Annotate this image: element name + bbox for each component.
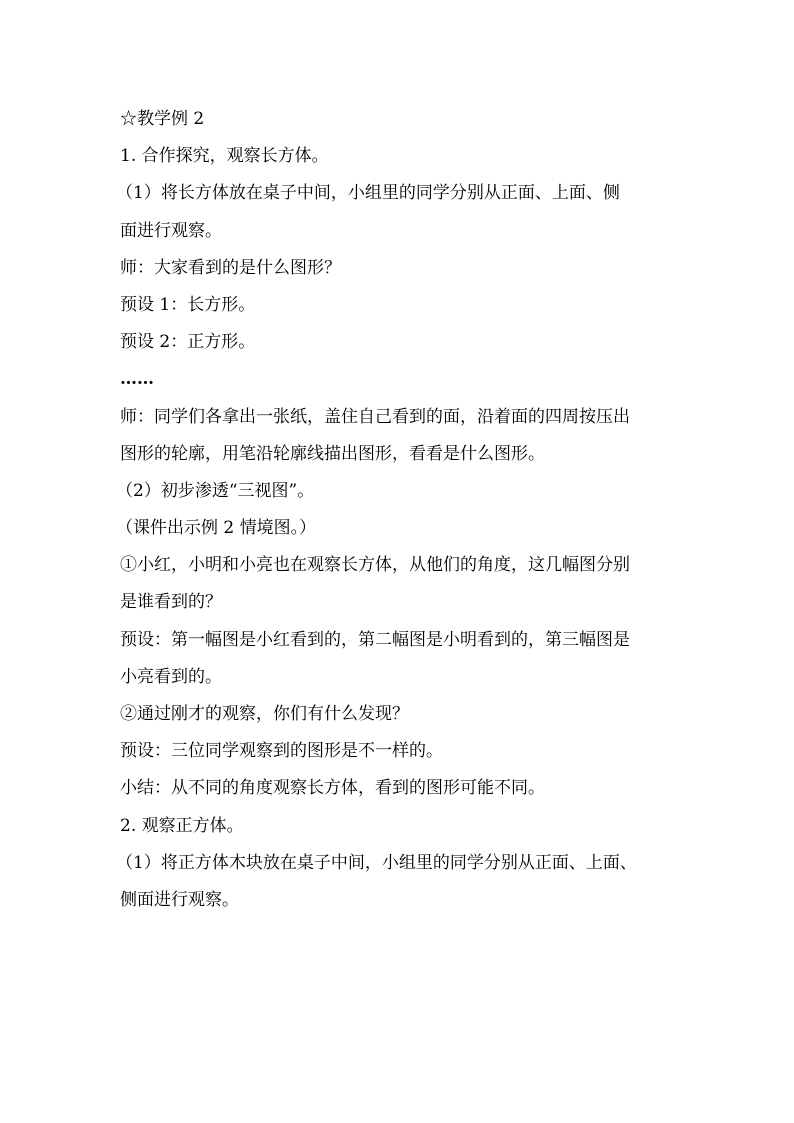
teacher-instruction: 师：同学们各拿出一张纸，盖住自己看到的面，沿着面的四周按压出 [120, 406, 630, 427]
expected-answer: 预设：三位同学观察到的图形是不一样的。 [120, 741, 443, 762]
summary-line: 小结：从不同的角度观察长方体，看到的图形可能不同。 [120, 778, 545, 799]
sub-step-heading: （2）初步渗透“三视图”。 [116, 480, 315, 501]
paragraph-line: 图形的轮廓，用笔沿轮廓线描出图形，看看是什么图形。 [120, 443, 545, 464]
step-heading: 1. 合作探究，观察长方体。 [120, 146, 329, 167]
paragraph-line: 小亮看到的。 [120, 666, 222, 687]
step-heading: 2. 观察正方体。 [120, 815, 244, 836]
expected-answer: 预设 2：正方形。 [120, 332, 256, 353]
question-line: ①小红，小明和小亮也在观察长方体，从他们的角度，这几幅图分别 [120, 555, 630, 576]
expected-answer: 预设 1：长方形。 [120, 294, 256, 315]
paragraph-line: 是谁看到的？ [120, 592, 222, 613]
paragraph-line: （1）将正方体木块放在桌子中间，小组里的同学分别从正面、上面、 [116, 852, 637, 873]
expected-answer: 预设：第一幅图是小红看到的，第二幅图是小明看到的，第三幅图是 [120, 629, 630, 650]
paragraph-line: 面进行观察。 [120, 220, 222, 241]
paragraph-line: 侧面进行观察。 [120, 889, 239, 910]
teacher-question: 师：大家看到的是什么图形？ [120, 257, 341, 278]
ellipsis: …… [120, 369, 154, 390]
question-line: ②通过刚才的观察，你们有什么发现？ [120, 704, 409, 724]
paragraph-line: （1）将长方体放在桌子中间，小组里的同学分别从正面、上面、侧 [116, 183, 620, 204]
courseware-note: （课件出示例 2 情境图。） [116, 518, 317, 539]
document-page [116, 101, 680, 919]
section-heading: ☆教学例 2 [120, 109, 205, 129]
